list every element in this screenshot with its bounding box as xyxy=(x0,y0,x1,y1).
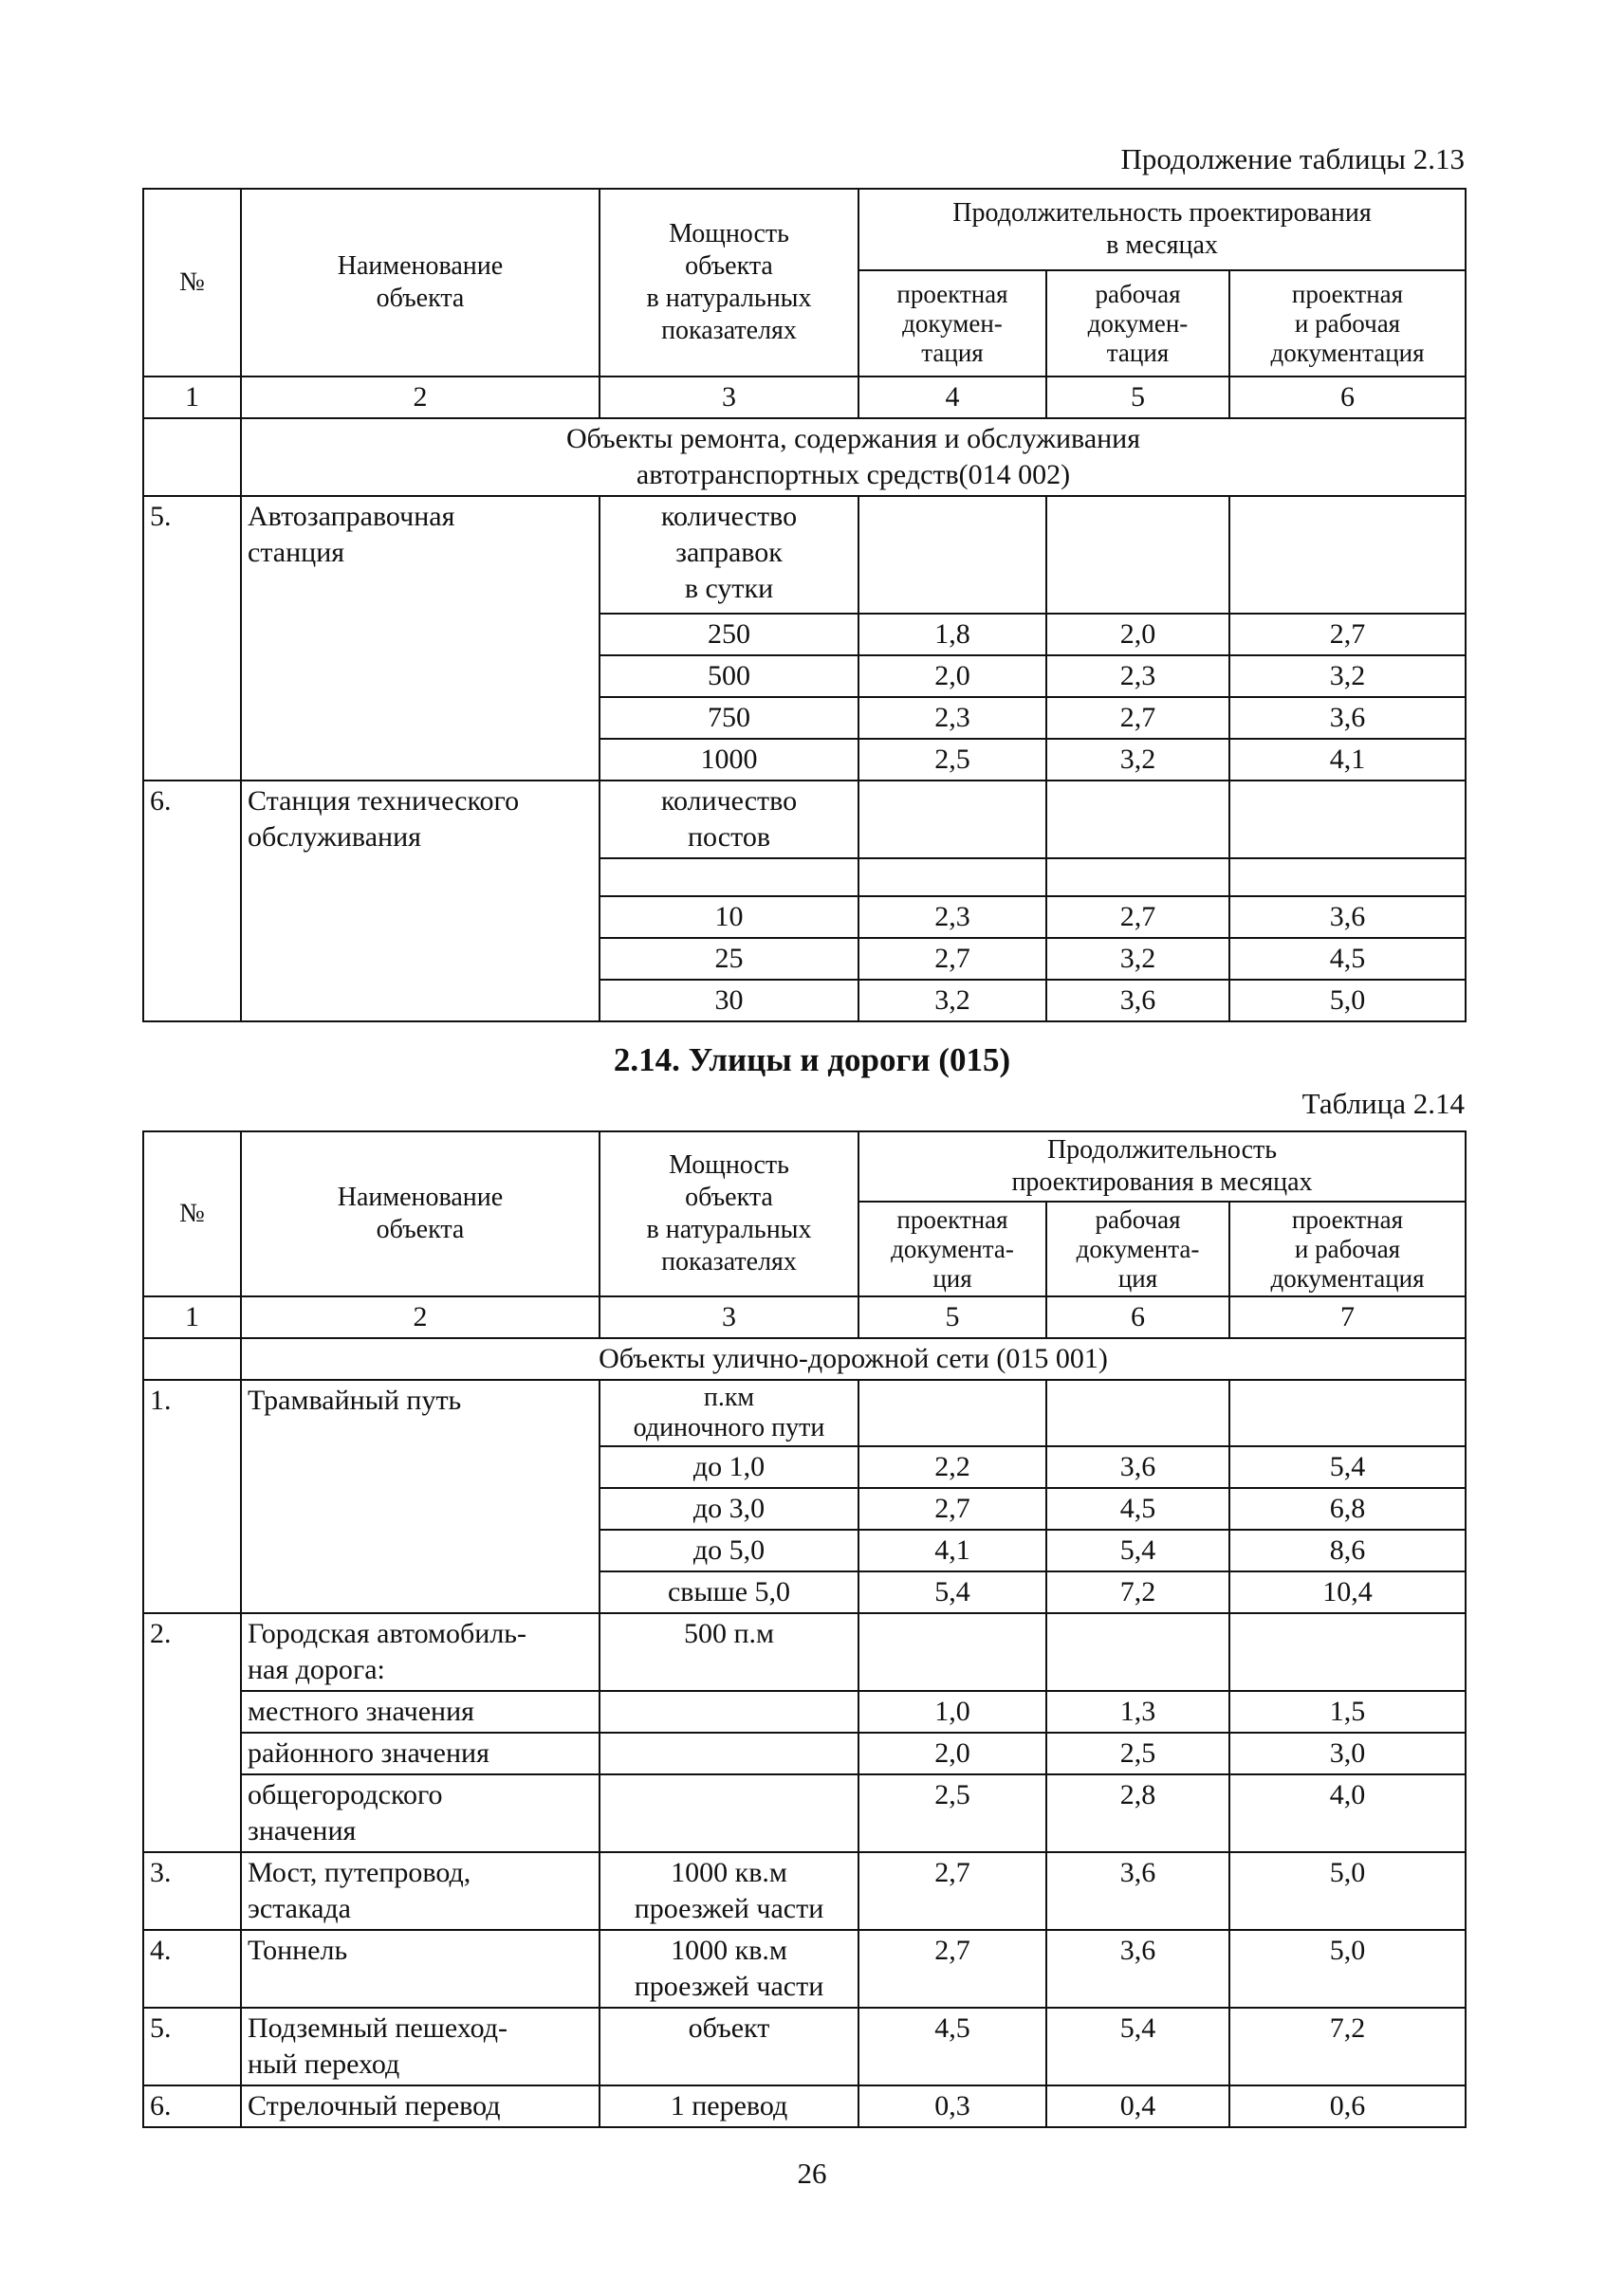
sub-object-name: местного значения xyxy=(241,1691,600,1733)
design-months: 4,5 xyxy=(858,2008,1046,2085)
header-design-docs: проектная документа- ция xyxy=(858,1202,1046,1296)
working-months: 0,4 xyxy=(1046,2085,1229,2127)
header-capacity: Мощность объекта в натуральных показателях xyxy=(600,189,858,377)
both-months: 4,0 xyxy=(1229,1774,1466,1852)
working-months: 3,6 xyxy=(1046,980,1229,1021)
capacity-value: свыше 5,0 xyxy=(600,1571,858,1613)
both-months: 3,0 xyxy=(1229,1733,1466,1774)
empty-cell xyxy=(1046,858,1229,896)
page-number: 26 xyxy=(797,2157,827,2190)
capacity-value: 1000 кв.м проезжей части xyxy=(600,1852,858,1930)
group-title: Объекты улично-дорожной сети (015 001) xyxy=(241,1338,1466,1380)
object-name: Трамвайный путь xyxy=(241,1380,600,1613)
object-name: Тоннель xyxy=(241,1930,600,2008)
empty-cell xyxy=(600,858,858,896)
working-months: 2,0 xyxy=(1046,614,1229,655)
group-num-cell xyxy=(143,1338,241,1380)
working-months: 5,4 xyxy=(1046,2008,1229,2085)
working-months: 3,2 xyxy=(1046,938,1229,980)
object-name: Городская автомобиль- ная дорога: xyxy=(241,1613,600,1691)
working-months: 2,7 xyxy=(1046,896,1229,938)
empty-cell xyxy=(600,1733,858,1774)
working-months: 3,6 xyxy=(1046,1852,1229,1930)
empty-cell xyxy=(1229,781,1466,858)
design-months: 2,7 xyxy=(858,938,1046,980)
column-number: 6 xyxy=(1229,377,1466,418)
row-num: 2. xyxy=(143,1613,241,1852)
table-2-13 xyxy=(142,188,1467,1022)
working-months: 1,3 xyxy=(1046,1691,1229,1733)
capacity-value: 750 xyxy=(600,697,858,739)
table-row xyxy=(143,1852,1466,1930)
design-months: 4,1 xyxy=(858,1530,1046,1571)
column-number-row xyxy=(143,377,1466,418)
capacity-unit: 500 п.м xyxy=(600,1613,858,1691)
working-months: 5,4 xyxy=(1046,1530,1229,1571)
both-months: 5,4 xyxy=(1229,1446,1466,1488)
working-months: 3,2 xyxy=(1046,739,1229,781)
header-duration: Продолжительность проектирования в месяцах xyxy=(858,189,1466,270)
column-number: 2 xyxy=(241,1296,600,1338)
table-caption: Таблица 2.14 xyxy=(1301,1087,1465,1120)
capacity-value: до 1,0 xyxy=(600,1446,858,1488)
capacity-unit: количество постов xyxy=(600,781,858,858)
both-months: 5,0 xyxy=(1229,980,1466,1021)
capacity-value: 500 xyxy=(600,655,858,697)
design-months: 2,5 xyxy=(858,739,1046,781)
table-row xyxy=(143,1691,1466,1733)
both-months: 5,0 xyxy=(1229,1852,1466,1930)
column-number: 6 xyxy=(1046,1296,1229,1338)
group-title: Объекты ремонта, содержания и обслуживания автотранспортных средств(014 002) xyxy=(241,418,1466,496)
header-row xyxy=(143,1131,1466,1202)
design-months: 3,2 xyxy=(858,980,1046,1021)
column-number: 4 xyxy=(858,377,1046,418)
table-row xyxy=(143,2085,1466,2127)
column-number: 1 xyxy=(143,1296,241,1338)
design-months: 2,2 xyxy=(858,1446,1046,1488)
design-months: 2,3 xyxy=(858,896,1046,938)
group-row xyxy=(143,418,1466,496)
design-months: 1,0 xyxy=(858,1691,1046,1733)
capacity-unit: п.км одиночного пути xyxy=(600,1380,858,1446)
continuation-caption: Продолжение таблицы 2.13 xyxy=(1120,142,1465,175)
empty-cell xyxy=(858,496,1046,614)
design-months: 0,3 xyxy=(858,2085,1046,2127)
header-both-docs: проектная и рабочая документация xyxy=(1229,270,1466,377)
object-name: Станция технического обслуживания xyxy=(241,781,600,1021)
group-row xyxy=(143,1338,1466,1380)
design-months: 2,0 xyxy=(858,655,1046,697)
object-name: Подземный пешеход- ный переход xyxy=(241,2008,600,2085)
both-months: 7,2 xyxy=(1229,2008,1466,2085)
empty-cell xyxy=(600,1691,858,1733)
both-months: 4,5 xyxy=(1229,938,1466,980)
empty-cell xyxy=(1229,858,1466,896)
both-months: 10,4 xyxy=(1229,1571,1466,1613)
column-number: 5 xyxy=(1046,377,1229,418)
working-months: 2,5 xyxy=(1046,1733,1229,1774)
column-number: 3 xyxy=(600,377,858,418)
design-months: 2,5 xyxy=(858,1774,1046,1852)
header-num: № xyxy=(143,1131,241,1296)
table-row xyxy=(143,496,1466,614)
header-name: Наименование объекта xyxy=(241,189,600,377)
both-months: 1,5 xyxy=(1229,1691,1466,1733)
design-months: 2,7 xyxy=(858,1930,1046,2008)
design-months: 2,0 xyxy=(858,1733,1046,1774)
design-months: 2,3 xyxy=(858,697,1046,739)
header-both-docs: проектная и рабочая документация xyxy=(1229,1202,1466,1296)
empty-cell xyxy=(600,1774,858,1852)
row-num: 1. xyxy=(143,1380,241,1613)
working-months: 2,8 xyxy=(1046,1774,1229,1852)
row-num: 3. xyxy=(143,1852,241,1930)
table-row xyxy=(143,1930,1466,2008)
working-months: 4,5 xyxy=(1046,1488,1229,1530)
both-months: 4,1 xyxy=(1229,739,1466,781)
both-months: 8,6 xyxy=(1229,1530,1466,1571)
object-name: Мост, путепровод, эстакада xyxy=(241,1852,600,1930)
capacity-value: объект xyxy=(600,2008,858,2085)
section-title: 2.14. Улицы и дороги (015) xyxy=(613,1041,1011,1078)
table-row xyxy=(143,1380,1466,1446)
design-months: 2,7 xyxy=(858,1852,1046,1930)
row-num: 4. xyxy=(143,1930,241,2008)
both-months: 3,6 xyxy=(1229,896,1466,938)
working-months: 7,2 xyxy=(1046,1571,1229,1613)
both-months: 3,2 xyxy=(1229,655,1466,697)
capacity-value: 1000 xyxy=(600,739,858,781)
group-num-cell xyxy=(143,418,241,496)
table-2-14 xyxy=(142,1130,1467,2128)
column-number: 1 xyxy=(143,377,241,418)
empty-cell xyxy=(858,1380,1046,1446)
column-number: 2 xyxy=(241,377,600,418)
empty-cell xyxy=(1046,781,1229,858)
empty-cell xyxy=(858,781,1046,858)
both-months: 6,8 xyxy=(1229,1488,1466,1530)
column-number-row xyxy=(143,1296,1466,1338)
table-row xyxy=(143,781,1466,858)
column-number: 7 xyxy=(1229,1296,1466,1338)
capacity-unit: количество заправок в сутки xyxy=(600,496,858,614)
working-months: 2,3 xyxy=(1046,655,1229,697)
both-months: 0,6 xyxy=(1229,2085,1466,2127)
design-months: 5,4 xyxy=(858,1571,1046,1613)
working-months: 3,6 xyxy=(1046,1930,1229,2008)
empty-cell xyxy=(1046,1380,1229,1446)
design-months: 2,7 xyxy=(858,1488,1046,1530)
empty-cell xyxy=(858,1613,1046,1691)
row-num: 5. xyxy=(143,2008,241,2085)
both-months: 5,0 xyxy=(1229,1930,1466,2008)
row-num: 6. xyxy=(143,781,241,1021)
column-number: 5 xyxy=(858,1296,1046,1338)
object-name: Стрелочный перевод xyxy=(241,2085,600,2127)
header-name: Наименование объекта xyxy=(241,1131,600,1296)
header-design-docs: проектная докумен- тация xyxy=(858,270,1046,377)
empty-cell xyxy=(858,858,1046,896)
sub-object-name: общегородского значения xyxy=(241,1774,600,1852)
empty-cell xyxy=(1229,1380,1466,1446)
header-capacity: Мощность объекта в натуральных показателях xyxy=(600,1131,858,1296)
table-row xyxy=(143,1774,1466,1852)
empty-cell xyxy=(1229,1613,1466,1691)
both-months: 3,6 xyxy=(1229,697,1466,739)
capacity-value: 30 xyxy=(600,980,858,1021)
capacity-value: до 3,0 xyxy=(600,1488,858,1530)
table-row xyxy=(143,2008,1466,2085)
object-name: Автозаправочная станция xyxy=(241,496,600,781)
row-num: 6. xyxy=(143,2085,241,2127)
capacity-value: 25 xyxy=(600,938,858,980)
capacity-value: до 5,0 xyxy=(600,1530,858,1571)
design-months: 1,8 xyxy=(858,614,1046,655)
capacity-value: 10 xyxy=(600,896,858,938)
table-row xyxy=(143,1733,1466,1774)
both-months: 2,7 xyxy=(1229,614,1466,655)
header-row xyxy=(143,189,1466,270)
header-num: № xyxy=(143,189,241,377)
capacity-value: 1000 кв.м проезжей части xyxy=(600,1930,858,2008)
row-num: 5. xyxy=(143,496,241,781)
sub-object-name: районного значения xyxy=(241,1733,600,1774)
empty-cell xyxy=(1046,496,1229,614)
table-row xyxy=(143,1613,1466,1691)
empty-cell xyxy=(1229,496,1466,614)
header-working-docs: рабочая документа- ция xyxy=(1046,1202,1229,1296)
empty-cell xyxy=(1046,1613,1229,1691)
header-working-docs: рабочая докумен- тация xyxy=(1046,270,1229,377)
header-duration: Продолжительность проектирования в месяцах xyxy=(858,1131,1466,1202)
working-months: 2,7 xyxy=(1046,697,1229,739)
capacity-value: 1 перевод xyxy=(600,2085,858,2127)
column-number: 3 xyxy=(600,1296,858,1338)
working-months: 3,6 xyxy=(1046,1446,1229,1488)
capacity-value: 250 xyxy=(600,614,858,655)
